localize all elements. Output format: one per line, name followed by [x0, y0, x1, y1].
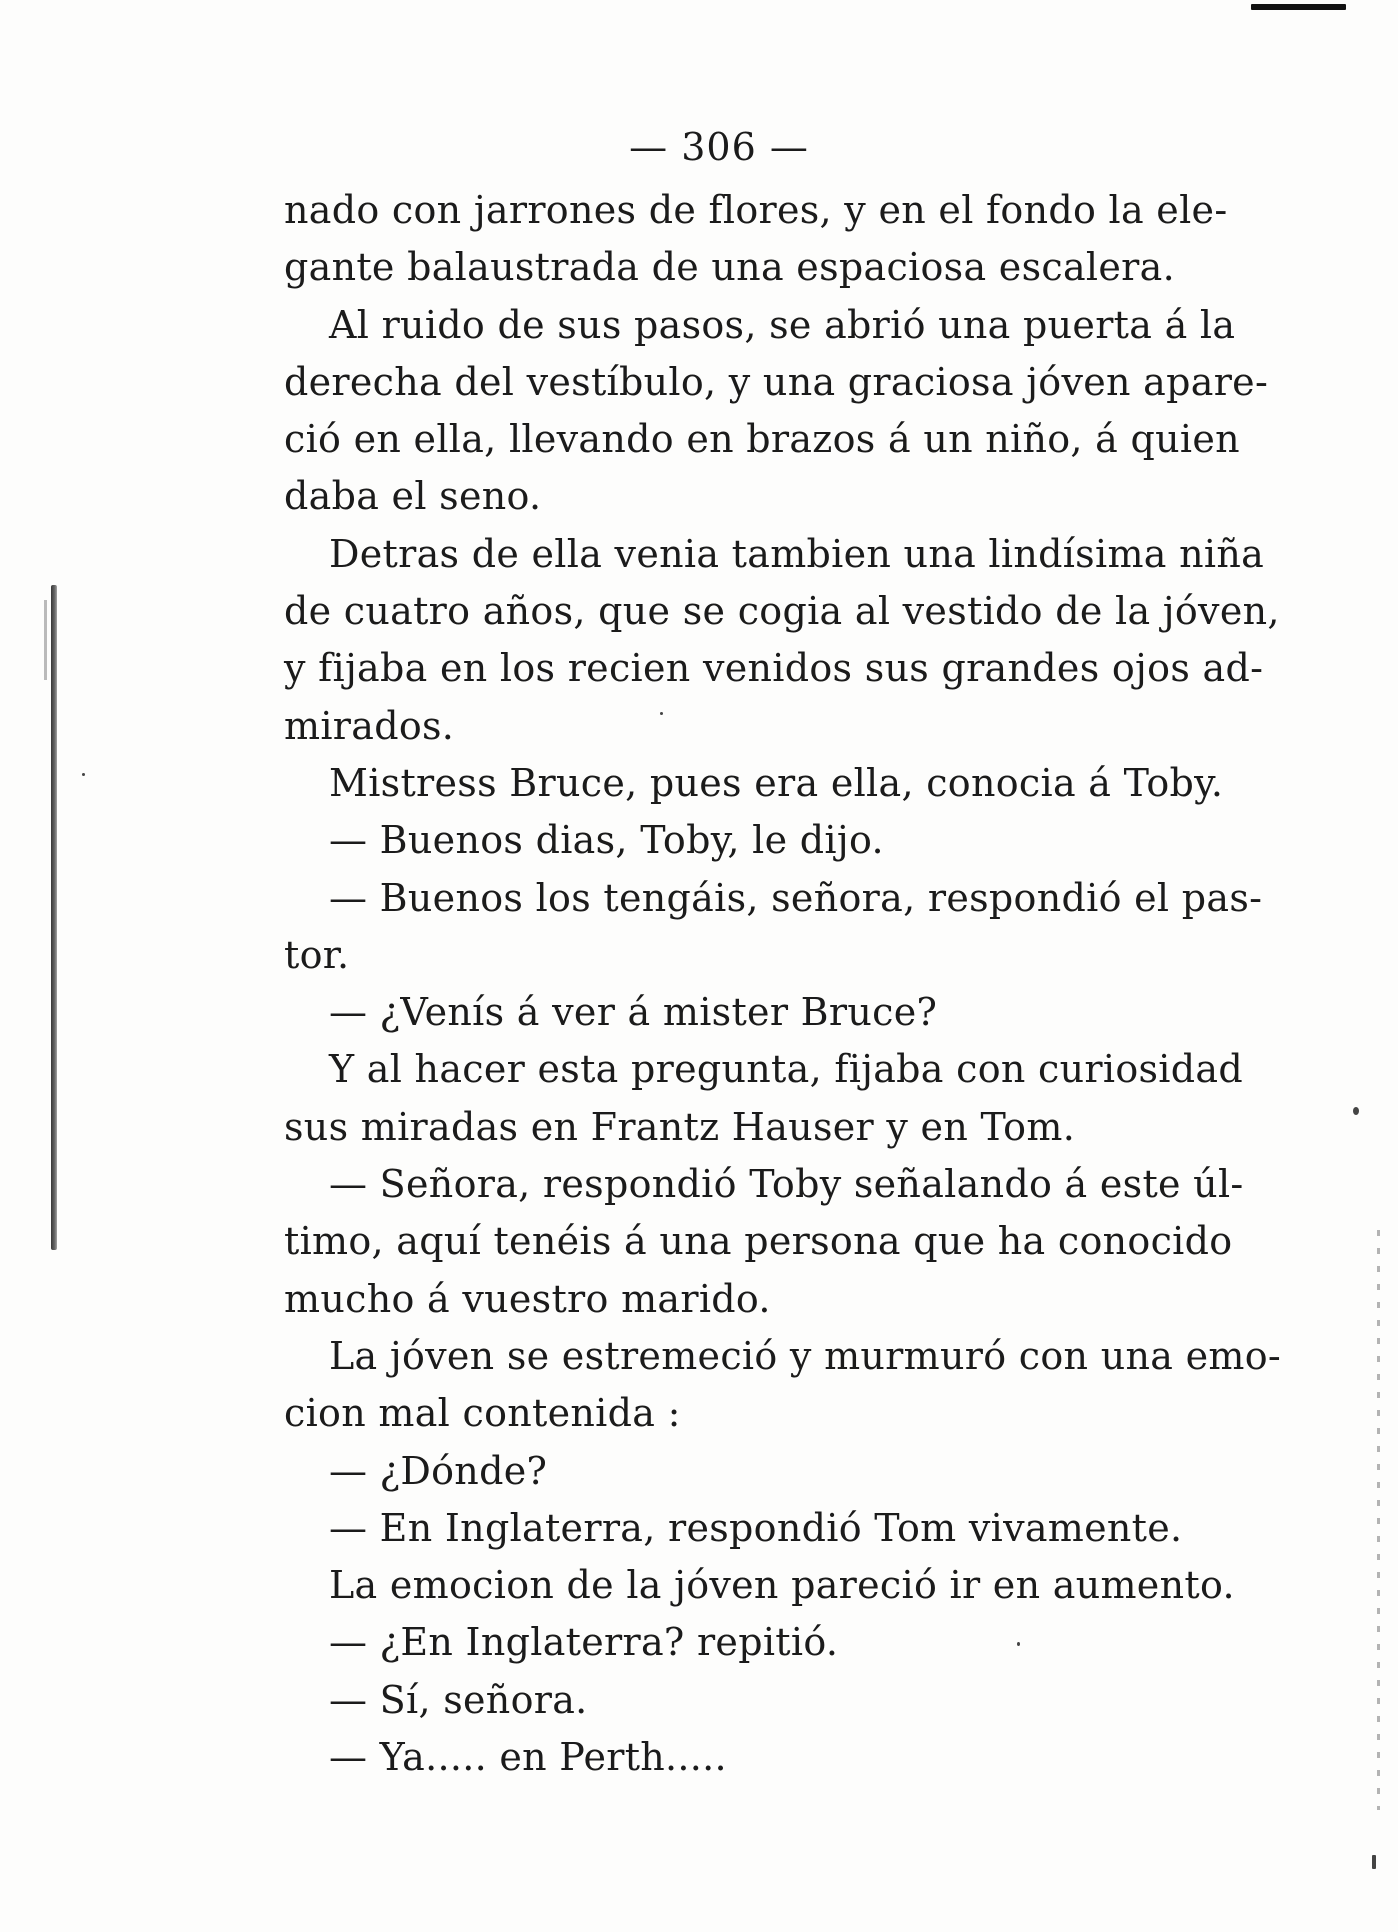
scan-speck	[1353, 1107, 1359, 1115]
text-line: Y al hacer esta pregunta, fijaba con curiosidad	[329, 1047, 1243, 1092]
text-line: sus miradas en Frantz Hauser y en Tom.	[284, 1104, 1076, 1149]
text-line: tor.	[284, 932, 350, 977]
body-text	[284, 182, 1282, 1786]
scan-binding-shadow-faint	[44, 600, 47, 680]
text-line: — Buenos los tengáis, señora, respondió el pas-	[329, 875, 1263, 920]
page-number: — 306 —	[629, 125, 809, 169]
scan-binding-shadow	[51, 585, 57, 1250]
text-line: — ¿Venís á ver á mister Bruce?	[329, 990, 938, 1035]
text-line: daba el seno.	[284, 474, 542, 519]
text-line: cion mal contenida :	[284, 1391, 681, 1436]
text-line: — Buenos dias, Toby, le dijo.	[329, 818, 884, 863]
scan-right-edge-marks	[1377, 1230, 1380, 1810]
text-line: — ¿En Inglaterra? repitió.	[329, 1620, 839, 1665]
text-line: — En Inglaterra, respondió Tom vivamente.	[329, 1505, 1183, 1550]
scan-speck	[82, 773, 85, 776]
text-line: — ¿Dónde?	[329, 1448, 548, 1493]
scan-edge-mark	[1251, 4, 1346, 10]
text-line: derecha del vestíbulo, y una graciosa jóven apare-	[284, 359, 1269, 404]
text-line: timo, aquí tenéis á una persona que ha conocido	[284, 1219, 1233, 1264]
text-line: — Señora, respondió Toby señalando á este úl-	[329, 1162, 1244, 1207]
text-line: y fijaba en los recien venidos sus grandes ojos ad-	[284, 646, 1264, 691]
scan-speck	[1372, 1855, 1376, 1869]
text-line: ció en ella, llevando en brazos á un niño, á quien	[284, 417, 1240, 462]
text-line: — Ya..... en Perth.....	[329, 1735, 727, 1780]
text-line: La emocion de la jóven pareció ir en aumento.	[329, 1563, 1235, 1608]
text-line: Al ruido de sus pasos, se abrió una puerta á la	[329, 302, 1236, 347]
text-line: Mistress Bruce, pues era ella, conocia á Toby.	[329, 760, 1224, 805]
text-line: mucho á vuestro marido.	[284, 1276, 771, 1321]
text-line: Detras de ella venia tambien una lindísima niña	[329, 531, 1265, 576]
text-line: — Sí, señora.	[329, 1677, 588, 1722]
text-line: mirados.	[284, 703, 455, 748]
text-line: gante balaustrada de una espaciosa escalera.	[284, 245, 1175, 290]
text-line: La jóven se estremeció y murmuró con una emo-	[329, 1333, 1282, 1378]
text-line: nado con jarrones de flores, y en el fondo la ele-	[284, 188, 1228, 232]
text-line: de cuatro años, que se cogia al vestido de la jóven,	[284, 589, 1280, 634]
